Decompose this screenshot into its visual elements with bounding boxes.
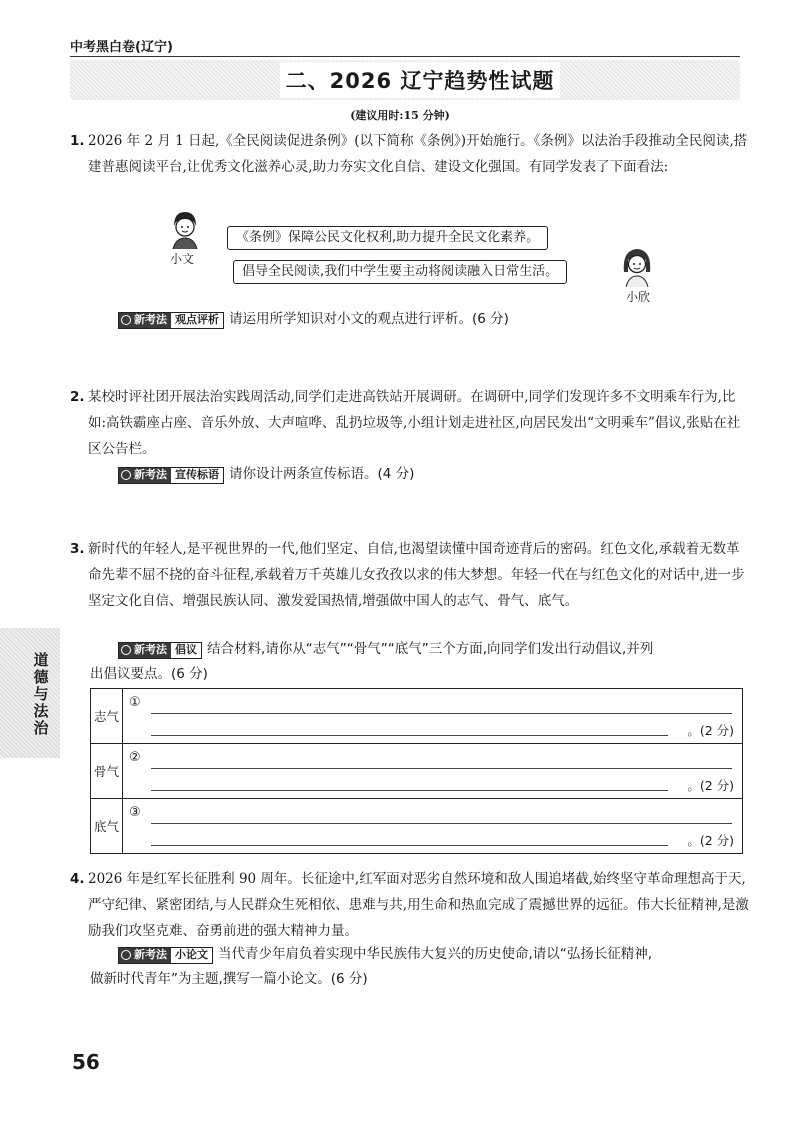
item-marker: ①	[129, 695, 141, 710]
points: 。(2 分)	[687, 778, 734, 793]
answer-cell[interactable]	[123, 689, 743, 744]
task-text-cont: 做新时代青年”为主题,撰写一篇小论文。(6 分)	[90, 971, 368, 987]
task-line	[118, 636, 748, 662]
page-number: 56	[72, 1050, 100, 1074]
section-banner	[70, 60, 740, 100]
seal-icon	[121, 645, 131, 655]
item-marker: ③	[129, 805, 141, 820]
header-divider	[70, 56, 740, 57]
seal-icon	[121, 470, 131, 480]
question-number: 4.	[70, 871, 85, 887]
points: 。(2 分)	[687, 723, 734, 738]
question-text: 某校时评社团开展法治实践周活动,同学们走进高铁站开展调研。在调研中,同学们发现许多不文明乘车行为,比如:高铁霸座占座、音乐外放、大声喧哗、乱扔垃圾等,小组计划走进社区,向居民发出“文明乘车”倡议,张贴在社区公告栏。	[88, 389, 741, 457]
question-text: 2026 年是红军长征胜利 90 周年。长征途中,红军面对恶劣自然环境和敌人围追堵截,始终坚守革命理想高于天,严守纪律、紧密团结,与人民群众生死相依、患难与共,用生命和热血完成了震撼世界的远征。伟大长征精神,是激励我们攻坚克难、奋勇前进的强大精神力量。	[88, 871, 749, 939]
item-marker: ②	[129, 750, 141, 765]
section-title: 二、2026 辽宁趋势性试题	[285, 69, 555, 93]
answer-cell[interactable]	[123, 744, 743, 799]
question-3	[70, 536, 750, 614]
task-text: 当代青少年肩负着实现中华民族伟大复兴的历史使命,请以“弘扬长征精神,	[218, 946, 653, 962]
task-line	[118, 941, 748, 967]
speech-bubble: 倡导全民阅读,我们中学生要主动将阅读融入日常生活。	[233, 260, 567, 284]
question-number: 3.	[70, 541, 85, 557]
question-2	[70, 384, 750, 462]
table-row	[91, 799, 743, 854]
question-1	[70, 128, 750, 180]
points: 。(2 分)	[687, 833, 734, 848]
new-exam-tag: 新考法 小论文	[118, 947, 213, 964]
question-text: 新时代的年轻人,是平视世界的一代,他们坚定、自信,也渴望读懂中国奇迹背后的密码。红色文化,承载着无数革命先辈不屈不挠的奋斗征程,承载着万千英雄儿女孜孜以求的伟大梦想。年轻一代在与红色文化的对话中,进一步坚定文化自信、增强民族认同、激发爱国热情,增强做中国人的志气、骨气、底气。	[88, 541, 745, 609]
task-text: 请你设计两条宣传标语。(4 分)	[229, 466, 415, 482]
time-suggestion: (建议用时:15 分钟)	[350, 109, 450, 122]
speaker-label: 小欣	[626, 290, 651, 304]
task-line	[118, 306, 748, 332]
row-label: 骨气	[91, 744, 123, 799]
table-row	[91, 744, 743, 799]
task-text: 请运用所学知识对小文的观点进行评析。(6 分)	[229, 311, 509, 327]
question-4	[70, 866, 750, 944]
proposal-table	[90, 688, 743, 854]
table-row	[91, 689, 743, 744]
book-title: 中考黑白卷(辽宁)	[70, 40, 173, 55]
task-text-cont: 出倡议要点。(6 分)	[90, 666, 208, 682]
speech-bubble: 《条例》保障公民文化权利,助力提升全民文化素养。	[227, 226, 548, 250]
boy-avatar-icon	[168, 210, 202, 250]
new-exam-tag: 新考法 倡议	[118, 642, 202, 659]
question-number: 2.	[70, 389, 85, 405]
question-text: 2026 年 2 月 1 日起,《全民阅读促进条例》(以下简称《条例》)开始施行。《条例》以法治手段推动全民阅读,搭建普惠阅读平台,让优秀文化滋养心灵,助力夯实文化自信、建设文化强国。有同学发表了下面看法:	[88, 133, 748, 175]
question-number: 1.	[70, 133, 85, 149]
row-label: 底气	[91, 799, 123, 854]
new-exam-tag: 新考法 观点评析	[118, 312, 224, 329]
seal-icon	[121, 315, 131, 325]
speaker-label: 小文	[170, 252, 195, 266]
task-line	[118, 461, 748, 487]
subject-label: 道德与法治	[33, 651, 49, 737]
girl-avatar-icon	[620, 246, 654, 288]
new-exam-tag: 新考法 宣传标语	[118, 467, 224, 484]
task-text: 结合材料,请你从“志气”“骨气”“底气”三个方面,向同学们发出行动倡议,并列	[207, 641, 654, 657]
row-label: 志气	[91, 689, 123, 744]
seal-icon	[121, 950, 131, 960]
answer-cell[interactable]	[123, 799, 743, 854]
